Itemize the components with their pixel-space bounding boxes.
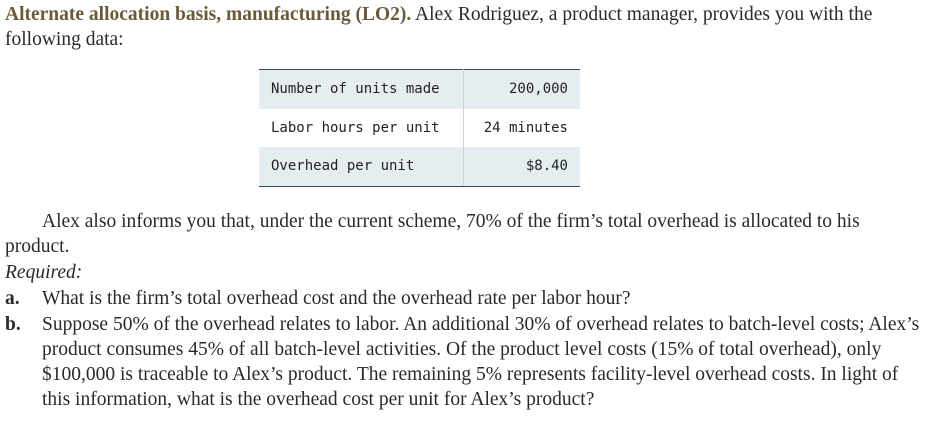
row-label: Overhead per unit [259, 147, 464, 186]
problem-intro [5, 2, 920, 52]
problem-title: Alternate allocation basis, manufacturing (LO2). [5, 4, 412, 25]
table-row [259, 109, 580, 148]
table-row [259, 70, 580, 109]
data-table [259, 69, 580, 187]
question-marker: a. [5, 288, 20, 309]
question-marker: b. [5, 314, 21, 335]
followup-paragraph [5, 209, 920, 259]
table-row [259, 147, 580, 186]
question-a [5, 286, 920, 311]
problem-intro-text: Alex Rodriguez, a product manager, provides you with the following data: [5, 4, 873, 50]
row-label: Labor hours per unit [259, 109, 464, 148]
row-value: 24 minutes [483, 119, 568, 136]
row-value: 200,000 [464, 70, 581, 109]
question-text: What is the firm’s total overhead cost and the overhead rate per labor hour? [42, 288, 631, 309]
required-label: Required: [5, 262, 83, 283]
followup-text: Alex also informs you that, under the current scheme, 70% of the firm’s total overhead is allocated to his product. [5, 211, 860, 257]
row-value: $8.40 [464, 147, 581, 186]
question-text: Suppose 50% of the overhead relates to labor. An additional 30% of overhead relates to batch-level costs; Alex’s product consumes 45% of all batch-level activities. Of the product level costs (15% of total overhead), only $100,000 is traceable to Alex’s product. The remaining 5% represents facility-level overhead costs. In light of this information, what is the overhead cost per unit for Alex’s product? [42, 314, 920, 410]
row-label: Number of units made [259, 70, 464, 109]
question-b [5, 312, 920, 412]
